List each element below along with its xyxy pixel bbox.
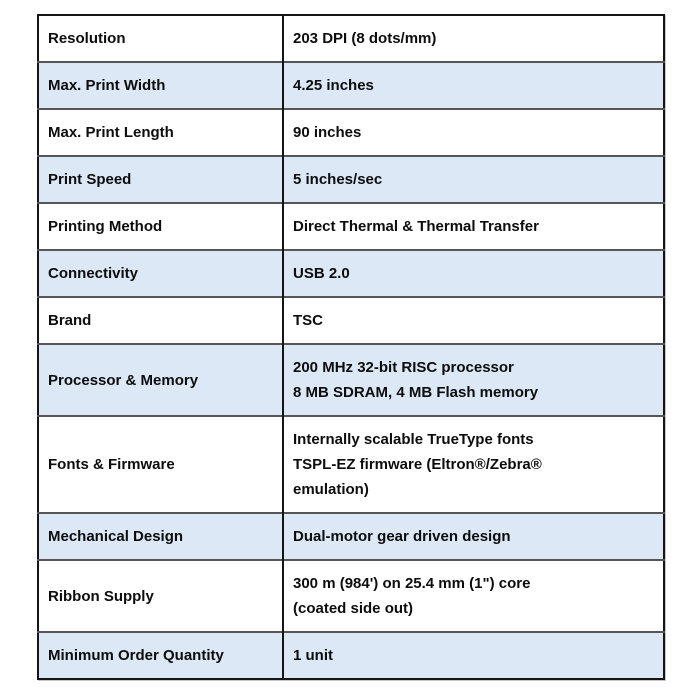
spec-value-line: 200 MHz 32-bit RISC processor [293, 359, 514, 376]
table-row [38, 632, 664, 679]
spec-label-cell: Max. Print Width [38, 62, 283, 109]
spec-value-cell [283, 632, 664, 679]
spec-value-cell [283, 156, 664, 203]
table-row [38, 15, 664, 62]
spec-value-line: 8 MB SDRAM, 4 MB Flash memory [293, 384, 539, 401]
spec-value-line: 90 inches [293, 124, 362, 141]
spec-value-line: Internally scalable TrueType fonts [293, 431, 534, 448]
spec-value-line: USB 2.0 [293, 265, 350, 282]
spec-value-cell [283, 109, 664, 156]
spec-value-line: TSC [293, 312, 323, 329]
spec-label-cell: Printing Method [38, 203, 283, 250]
table-row [38, 344, 664, 416]
spec-value-cell [283, 203, 664, 250]
table-row [38, 297, 664, 344]
spec-value-line: TSPL-EZ firmware (Eltron®/Zebra® [293, 456, 542, 473]
spec-table-body [38, 15, 664, 679]
table-row [38, 156, 664, 203]
spec-value-line: 5 inches/sec [293, 171, 383, 188]
spec-value-cell [283, 250, 664, 297]
spec-value-cell [283, 416, 664, 513]
spec-value-line: 4.25 inches [293, 77, 374, 94]
spec-value-line: 1 unit [293, 647, 333, 664]
spec-value-line: 300 m (984') on 25.4 mm (1") core [293, 575, 531, 592]
table-row [38, 560, 664, 632]
table-row [38, 513, 664, 560]
spec-value-line: emulation) [293, 481, 369, 498]
spec-table [37, 14, 665, 680]
spec-label-cell: Fonts & Firmware [38, 416, 283, 513]
table-row [38, 250, 664, 297]
table-row [38, 62, 664, 109]
spec-value-cell [283, 513, 664, 560]
spec-value-line: Direct Thermal & Thermal Transfer [293, 218, 539, 235]
spec-label-cell: Minimum Order Quantity [38, 632, 283, 679]
spec-label-cell: Max. Print Length [38, 109, 283, 156]
spec-label-cell: Resolution [38, 15, 283, 62]
spec-label-cell: Brand [38, 297, 283, 344]
spec-label-cell: Print Speed [38, 156, 283, 203]
spec-value-cell [283, 297, 664, 344]
table-row [38, 203, 664, 250]
spec-value-line: Dual-motor gear driven design [293, 528, 511, 545]
spec-value-cell [283, 344, 664, 416]
spec-label-cell: Mechanical Design [38, 513, 283, 560]
spec-value-line: (coated side out) [293, 600, 414, 617]
spec-value-line: 203 DPI (8 dots/mm) [293, 30, 437, 47]
spec-value-cell [283, 560, 664, 632]
spec-label-cell: Ribbon Supply [38, 560, 283, 632]
spec-value-cell [283, 62, 664, 109]
table-row [38, 416, 664, 513]
spec-value-cell [283, 15, 664, 62]
table-row [38, 109, 664, 156]
spec-label-cell: Processor & Memory [38, 344, 283, 416]
spec-label-cell: Connectivity [38, 250, 283, 297]
